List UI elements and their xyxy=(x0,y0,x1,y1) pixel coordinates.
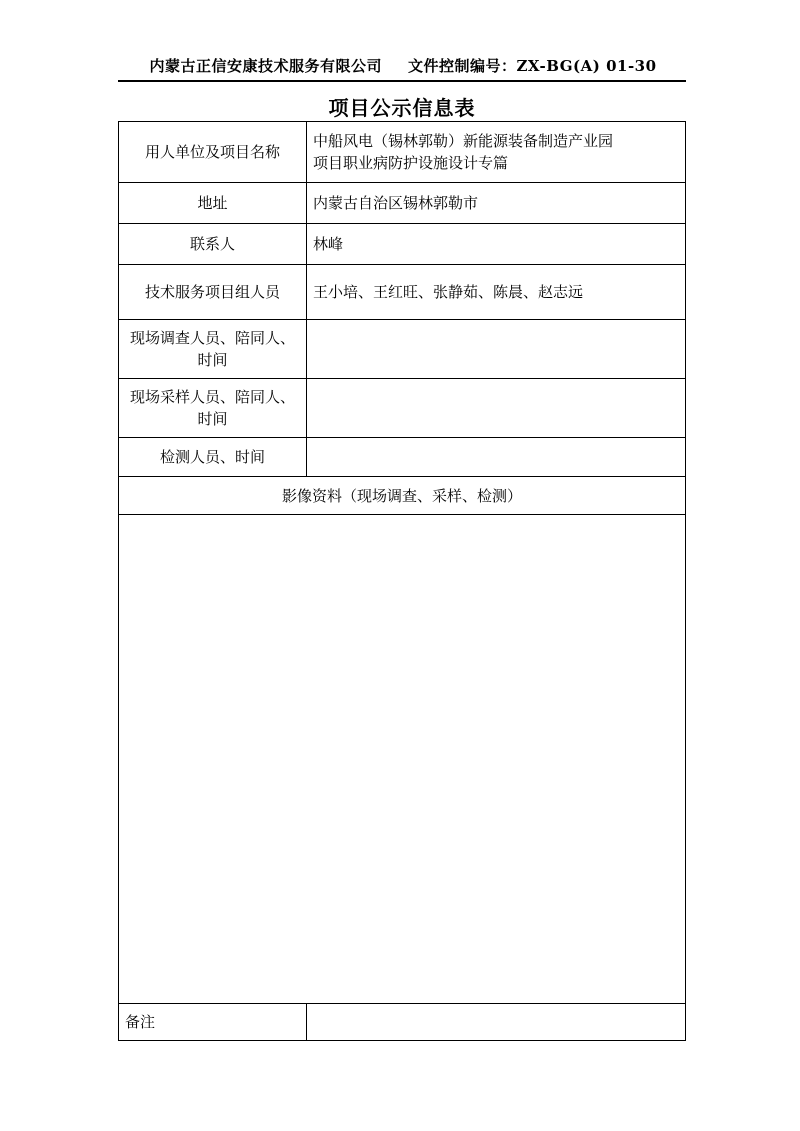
row-label-address: 地址 xyxy=(119,183,307,224)
row-label-sampling-staff: 现场采样人员、陪同人、时间 xyxy=(119,379,307,438)
row-label-unit-and-project: 用人单位及项目名称 xyxy=(119,122,307,183)
row-value-address: 内蒙古自治区锡林郭勒市 xyxy=(307,183,686,224)
project-name-line-2: 项目职业病防护设施设计专篇 xyxy=(313,154,509,172)
row-value-sampling-staff xyxy=(307,379,686,438)
row-label-contact-person: 联系人 xyxy=(119,224,307,265)
document-control-number: 文件控制编号：ZX-BG(A) 01-30 xyxy=(407,57,657,75)
header-divider xyxy=(118,80,686,82)
row-value-testing-staff xyxy=(307,438,686,477)
media-section-header: 影像资料（现场调查、采样、检测） xyxy=(119,477,686,515)
table-row xyxy=(119,379,686,438)
row-label-testing-staff: 检测人员、时间 xyxy=(119,438,307,477)
row-value-unit-and-project xyxy=(307,122,686,183)
table-row xyxy=(119,515,686,1004)
row-value-remark xyxy=(307,1004,686,1041)
project-name-line-1: 中船风电（锡林郭勒）新能源装备制造产业园 xyxy=(313,131,614,150)
page-title: 项目公示信息表 xyxy=(328,96,476,120)
table-row xyxy=(119,320,686,379)
table-row xyxy=(119,1004,686,1041)
row-value-project-team: 王小培、王红旺、张静茹、陈晨、赵志远 xyxy=(307,265,686,320)
row-value-contact-person: 林峰 xyxy=(307,224,686,265)
row-label-project-team: 技术服务项目组人员 xyxy=(119,265,307,320)
document-header xyxy=(118,55,688,76)
row-label-remark: 备注 xyxy=(119,1004,307,1041)
company-name: 内蒙古正信安康技术服务有限公司 xyxy=(149,57,382,75)
row-value-site-survey-staff xyxy=(307,320,686,379)
table-row xyxy=(119,183,686,224)
table-row xyxy=(119,438,686,477)
table-row xyxy=(119,477,686,515)
row-label-site-survey-staff: 现场调查人员、陪同人、时间 xyxy=(119,320,307,379)
table-row xyxy=(119,122,686,183)
table-row xyxy=(119,224,686,265)
media-section-body xyxy=(119,515,686,1004)
project-disclosure-table xyxy=(118,121,686,1041)
table-row xyxy=(119,265,686,320)
